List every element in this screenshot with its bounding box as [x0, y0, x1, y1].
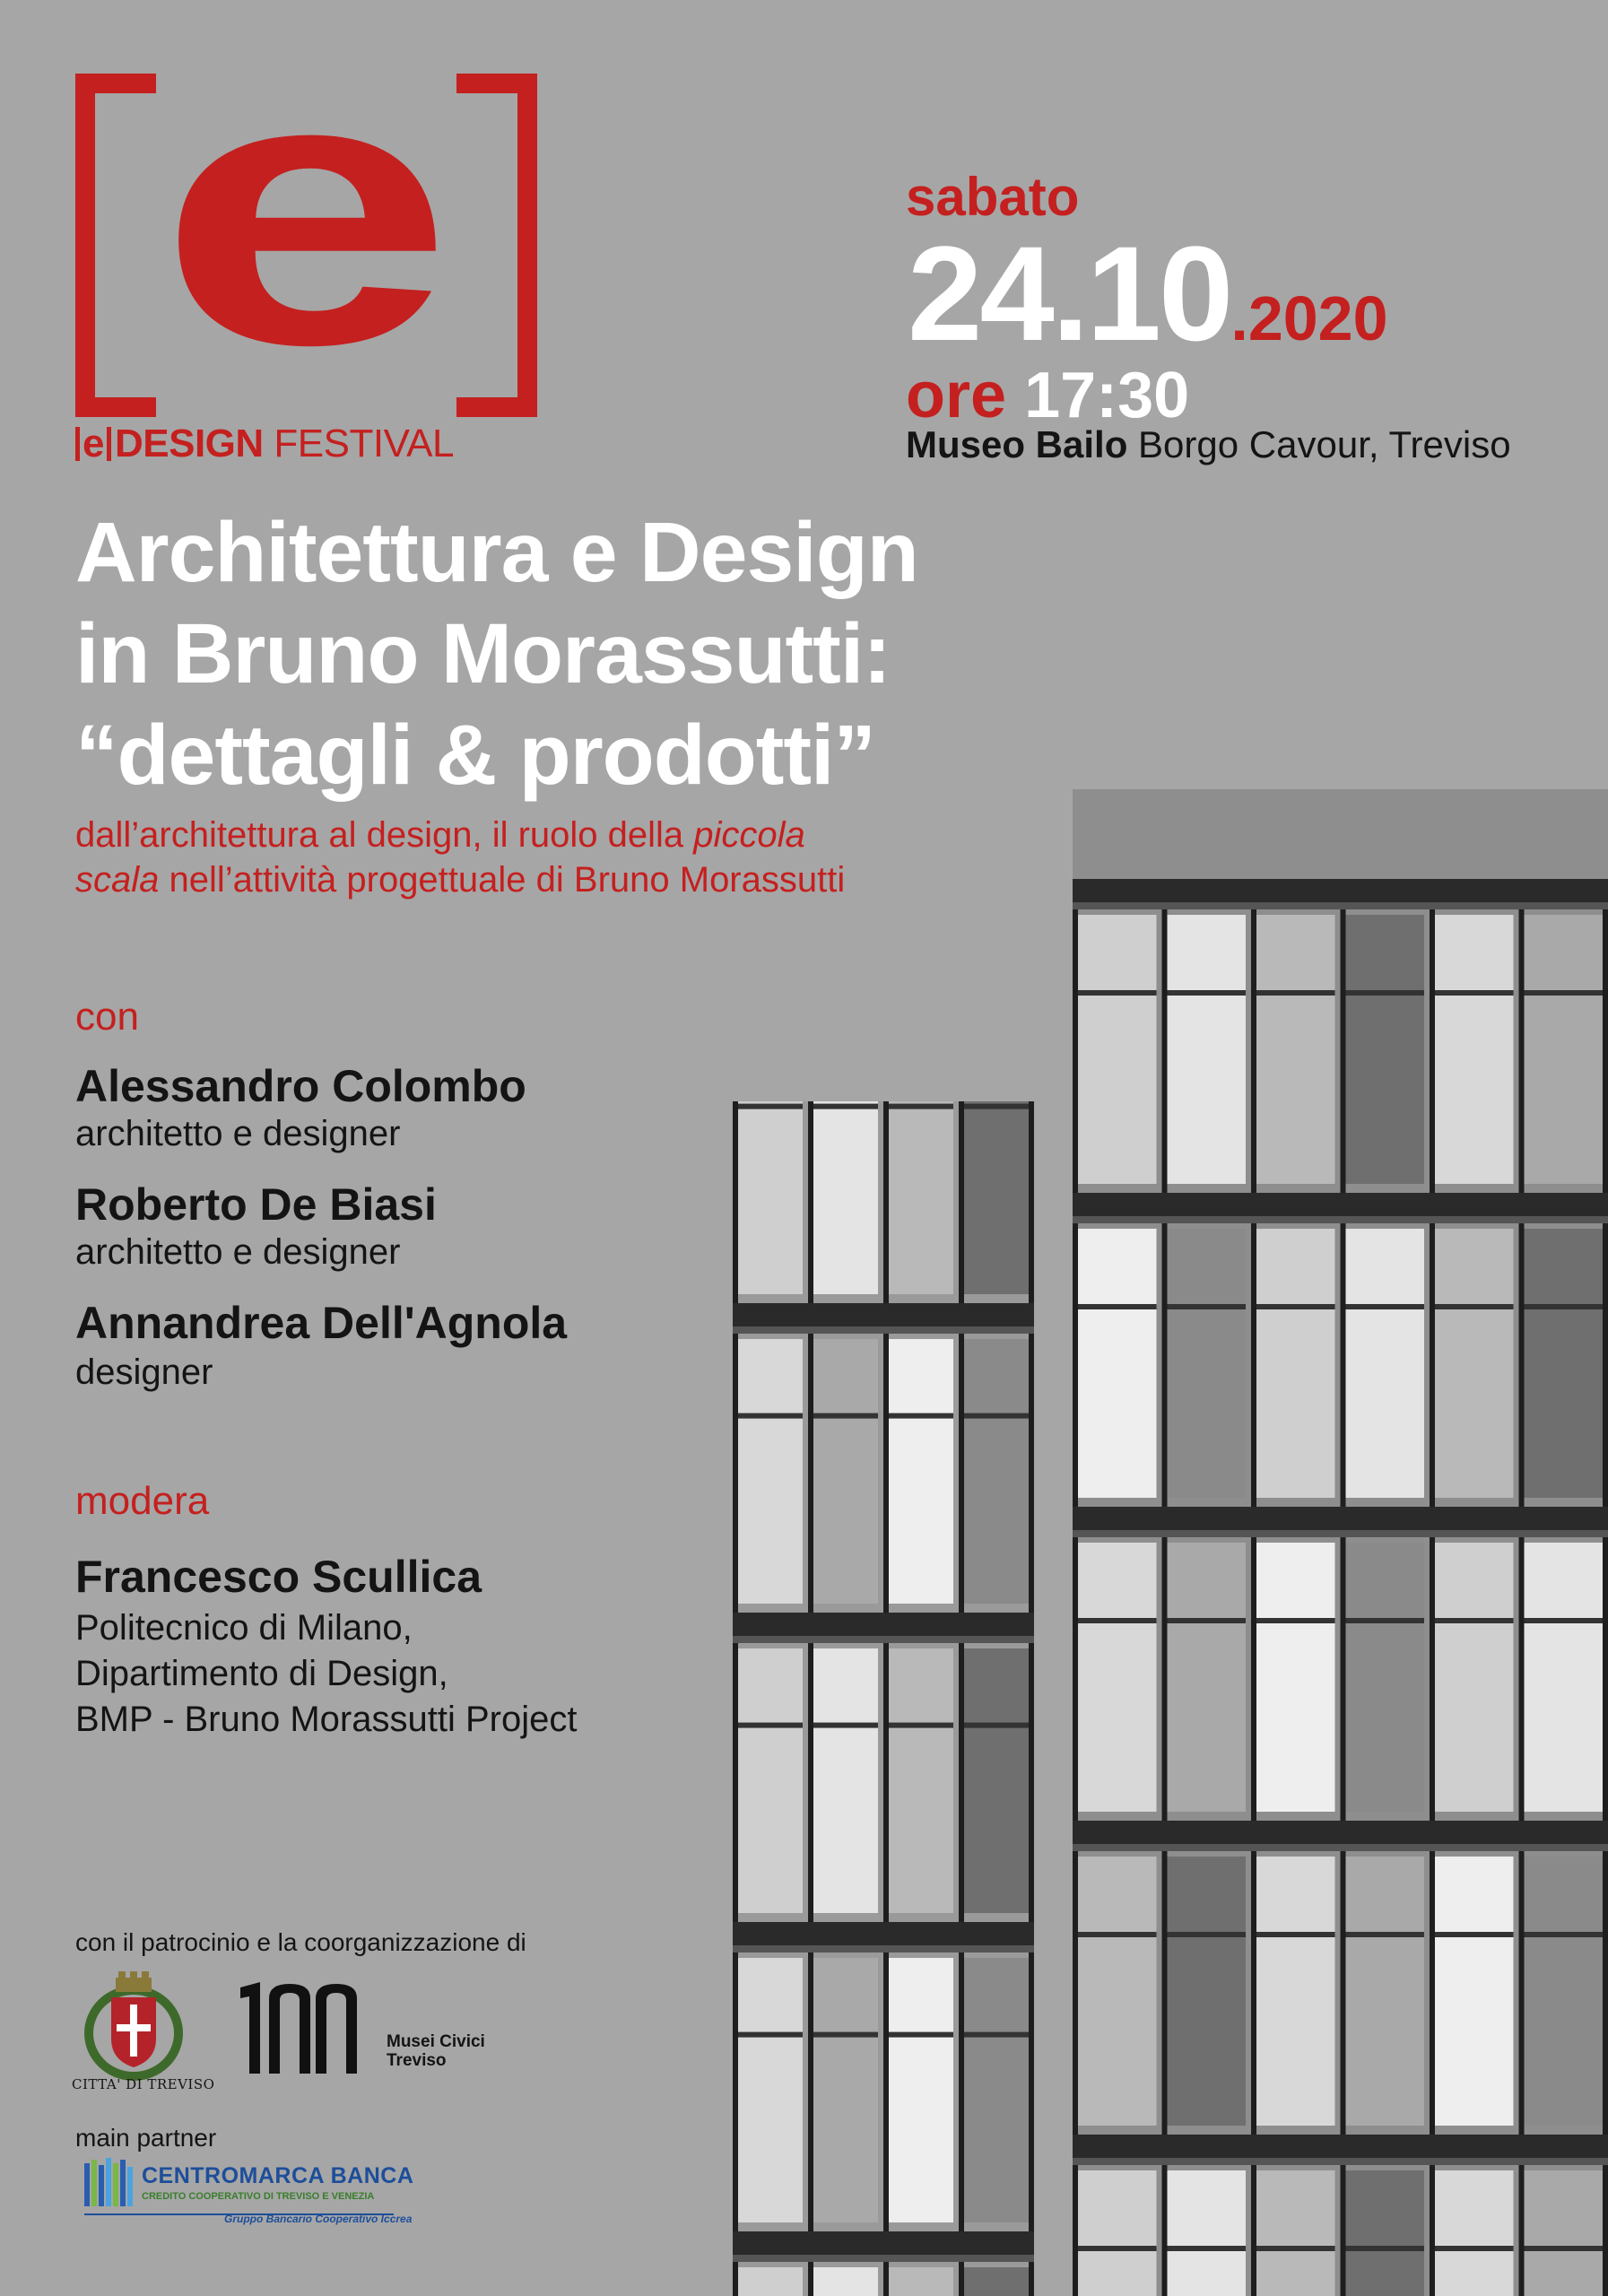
moderator-name: Francesco Scullica	[75, 1552, 482, 1602]
subtitle-part-2: nell’attività progettuale di Bruno Morassutti	[159, 860, 846, 900]
event-year: .2020	[1230, 283, 1388, 353]
partner-label: main partner	[75, 2124, 217, 2152]
subtitle-part-1: dall’architettura al design, il ruolo della	[75, 815, 694, 855]
moderator-label: modera	[75, 1479, 210, 1523]
design-festival-logo-icon	[75, 74, 537, 417]
speakers-label: con	[75, 995, 139, 1039]
title-line-1: Architettura e Design	[75, 505, 918, 600]
venue-name: Museo Bailo	[906, 423, 1128, 465]
bank-name: CENTROMARCA BANCA	[142, 2163, 414, 2188]
time-value: 17:30	[1024, 360, 1190, 431]
moderator-affiliation	[75, 1605, 577, 1743]
speaker-role: architetto e designer	[75, 1114, 401, 1153]
event-time	[906, 360, 1190, 431]
centromarca-banca-logo-icon	[84, 2156, 136, 2208]
speaker-role: architetto e designer	[75, 1232, 401, 1272]
wordmark-design: DESIGN	[114, 422, 264, 465]
venue-address: Borgo Cavour, Treviso	[1127, 423, 1511, 465]
title-line-2: in Bruno Morassutti:	[75, 606, 891, 701]
speaker-name: Annandrea Dell'Agnola	[75, 1298, 568, 1348]
title-line-3: “dettagli & prodotti”	[75, 708, 875, 803]
wordmark-bracket-e: e	[75, 427, 111, 461]
logo-e-glyph: e	[158, 74, 454, 417]
festival-wordmark	[75, 422, 454, 466]
event-date-daymonth: 24.10	[908, 218, 1231, 369]
speaker-name: Roberto De Biasi	[75, 1179, 437, 1230]
bank-subtitle: CREDITO COOPERATIVO DI TREVISO E VENEZIA	[142, 2191, 375, 2202]
building-photo-right	[1073, 789, 1608, 2296]
event-date	[908, 218, 1388, 369]
patronage-text: con il patrocinio e la coorganizzazione di	[75, 1928, 526, 1956]
musei-line-2: Treviso	[387, 2051, 447, 2070]
affiliation-line: BMP - Bruno Morassutti Project	[75, 1700, 578, 1739]
event-subtitle	[75, 813, 1008, 902]
musei-civici-label	[387, 2032, 485, 2070]
building-photo-left	[733, 1101, 1034, 2296]
city-crest-icon	[75, 1969, 192, 2085]
speaker-role: designer	[75, 1352, 213, 1392]
event-day: sabato	[906, 167, 1080, 227]
event-venue	[906, 423, 1511, 465]
time-prefix: ore	[906, 360, 1007, 431]
city-crest-caption: CITTA' DI TREVISO	[72, 2076, 215, 2092]
musei-civici-logo-icon	[240, 1979, 375, 2074]
speaker-name: Alessandro Colombo	[75, 1061, 526, 1111]
affiliation-line: Politecnico di Milano,	[75, 1608, 413, 1648]
affiliation-line: Dipartimento di Design,	[75, 1654, 448, 1693]
subtitle-italic-2: scala	[75, 860, 160, 900]
musei-line-1: Musei Civici	[387, 2032, 485, 2051]
subtitle-italic-1: piccola	[693, 815, 805, 855]
wordmark-festival: FESTIVAL	[274, 422, 454, 465]
bank-group: Gruppo Bancario Cooperativo Iccrea	[224, 2213, 413, 2225]
event-title	[75, 502, 1062, 806]
